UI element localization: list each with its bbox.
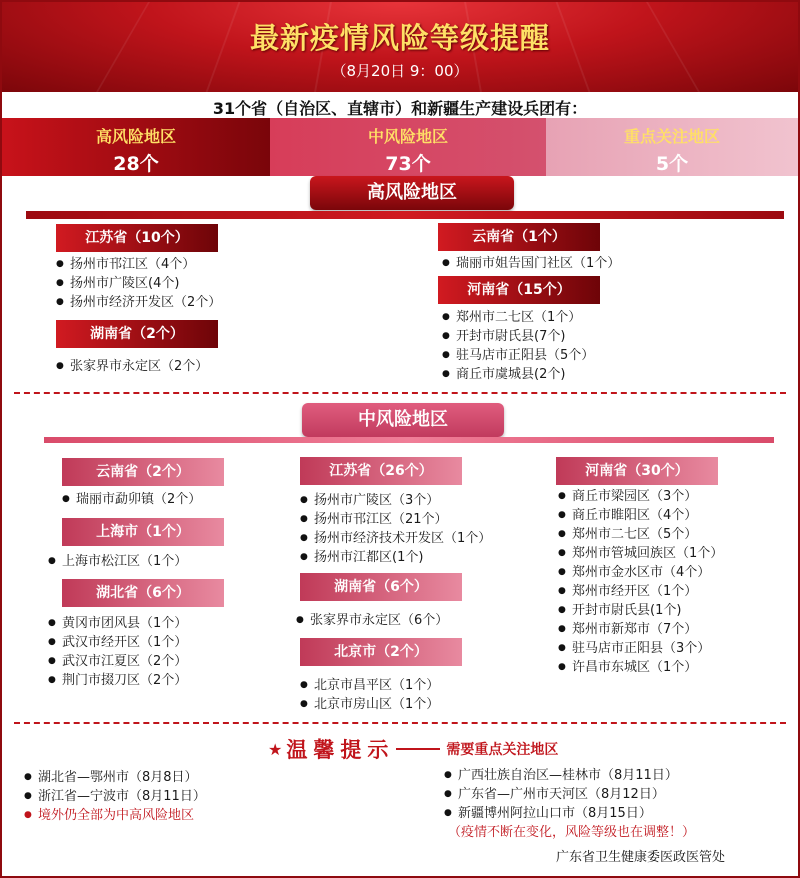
intro-text: 31个省（自治区、直辖市）和新疆生产建设兵团有： (212, 99, 588, 118)
province-label: 江苏省（10个） (56, 224, 218, 252)
tips-dash-line (396, 748, 440, 750)
list-item: ● 扬州市广陵区(4个) (56, 274, 221, 293)
stat-high-risk (2, 118, 270, 176)
stat-label: 重点关注地区 (623, 127, 720, 146)
item-list (296, 611, 448, 630)
list-item: ● 扬州市经济技术开发区（1个） (300, 529, 491, 548)
stat-label: 高风险地区 (95, 127, 176, 146)
province-label: 上海市（1个） (62, 518, 224, 546)
high-risk-banner: 高风险地区 (310, 176, 514, 210)
list-item: ● 瑞丽市姐告国门社区（1个） (442, 254, 620, 273)
page-title: 最新疫情风险等级提醒 (249, 21, 550, 55)
list-item: ● 新疆博州阿拉山口市（8月15日） (444, 804, 678, 823)
star-icon: ★ (268, 739, 283, 759)
tips-subtitle: 需要重点关注地区 (446, 742, 559, 758)
tips-left-list (24, 768, 206, 806)
province-label: 湖南省（2个） (56, 320, 218, 348)
list-item: ● 黄冈市团风县（1个） (48, 614, 187, 633)
list-item: ● 郑州市二七区（1个） (442, 308, 594, 327)
tips-title: 温馨提示 (286, 738, 395, 762)
list-item: ● 郑州市新郑市（7个） (558, 620, 723, 639)
province-label: 云南省（2个） (62, 458, 224, 486)
province-label: 湖北省（6个） (62, 579, 224, 607)
list-item: ● 扬州市经济开发区（2个） (56, 293, 221, 312)
province-label: 北京市（2个） (300, 638, 462, 666)
list-item: ● 郑州市金水区市（4个） (558, 563, 723, 582)
section-divider (14, 392, 786, 394)
list-item: ● 广西壮族自治区—桂林市（8月11日） (444, 766, 678, 785)
province-label: 河南省（30个） (556, 457, 718, 485)
tips-note: （疫情不断在变化，风险等级也在调整！） (448, 825, 696, 840)
list-item: ● 上海市松江区（1个） (48, 552, 187, 571)
section-divider (14, 722, 786, 724)
list-item: ● 驻马店市正阳县（5个） (442, 346, 594, 365)
mid-risk-divider (44, 437, 774, 443)
stat-count: 73个 (385, 153, 431, 175)
item-list (300, 676, 439, 714)
list-item: ● 武汉市江夏区（2个） (48, 652, 187, 671)
list-item: ● 扬州市江都区(1个) (300, 548, 491, 567)
stat-label: 中风险地区 (367, 127, 448, 146)
item-list (300, 491, 491, 567)
stat-mid-risk (270, 118, 546, 176)
list-item: ● 开封市尉氏县(1个) (558, 601, 723, 620)
list-item: ● 瑞丽市勐卯镇（2个） (62, 490, 201, 509)
item-list (56, 357, 208, 376)
item-list (48, 614, 187, 690)
tips-right-list (444, 766, 678, 823)
summary-stats (2, 118, 798, 176)
list-item: ● 武汉市经开区（1个） (48, 633, 187, 652)
list-item: ● 郑州市管城回族区（1个） (558, 544, 723, 563)
footer-credit: 广东省卫生健康委医政医管处 (556, 850, 726, 865)
high-risk-divider (26, 211, 784, 219)
province-label: 江苏省（26个） (300, 457, 462, 485)
stat-count: 5个 (655, 153, 689, 175)
item-list (442, 308, 594, 384)
list-item: ● 张家界市永定区（2个） (56, 357, 208, 376)
tips-warning-list (24, 806, 194, 825)
list-item: ● 郑州市经开区（1个） (558, 582, 723, 601)
item-list (48, 552, 187, 571)
page-subtitle: （8月20日 9：00） (331, 62, 469, 80)
list-item: ● 北京市房山区（1个） (300, 695, 439, 714)
tips-heading (268, 734, 558, 764)
province-label: 云南省（1个） (438, 223, 600, 251)
list-item: ● 许昌市东城区（1个） (558, 658, 723, 677)
item-list (442, 254, 620, 273)
province-label: 河南省（15个） (438, 276, 600, 304)
list-item: ● 荆门市掇刀区（2个） (48, 671, 187, 690)
list-item: ● 北京市昌平区（1个） (300, 676, 439, 695)
item-list (62, 490, 201, 509)
item-list (56, 255, 221, 312)
item-list (558, 487, 723, 677)
list-item: ● 扬州市邗江区（4个） (56, 255, 221, 274)
list-item: ● 驻马店市正阳县（3个） (558, 639, 723, 658)
list-item: ● 浙江省—宁波市（8月11日） (24, 787, 206, 806)
stat-count: 28个 (113, 153, 159, 175)
province-label: 湖南省（6个） (300, 573, 462, 601)
mid-risk-banner: 中风险地区 (302, 403, 504, 437)
list-item: ● 湖北省—鄂州市（8月8日） (24, 768, 206, 787)
list-item: ● 郑州市二七区（5个） (558, 525, 723, 544)
list-item: ● 商丘市睢阳区（4个） (558, 506, 723, 525)
list-item: ● 广东省—广州市天河区（8月12日） (444, 785, 678, 804)
stat-focus-area (546, 118, 798, 176)
list-item: ● 商丘市虞城县(2个) (442, 365, 594, 384)
list-item: ● 开封市尉氏县(7个) (442, 327, 594, 346)
list-item: ● 商丘市梁园区（3个） (558, 487, 723, 506)
list-item: ● 张家界市永定区（6个） (296, 611, 448, 630)
header-banner (2, 2, 798, 92)
list-item: ● 扬州市广陵区（3个） (300, 491, 491, 510)
list-item-warning: ● 境外仍全部为中高风险地区 (24, 806, 194, 825)
list-item: ● 扬州市邗江区（21个） (300, 510, 491, 529)
